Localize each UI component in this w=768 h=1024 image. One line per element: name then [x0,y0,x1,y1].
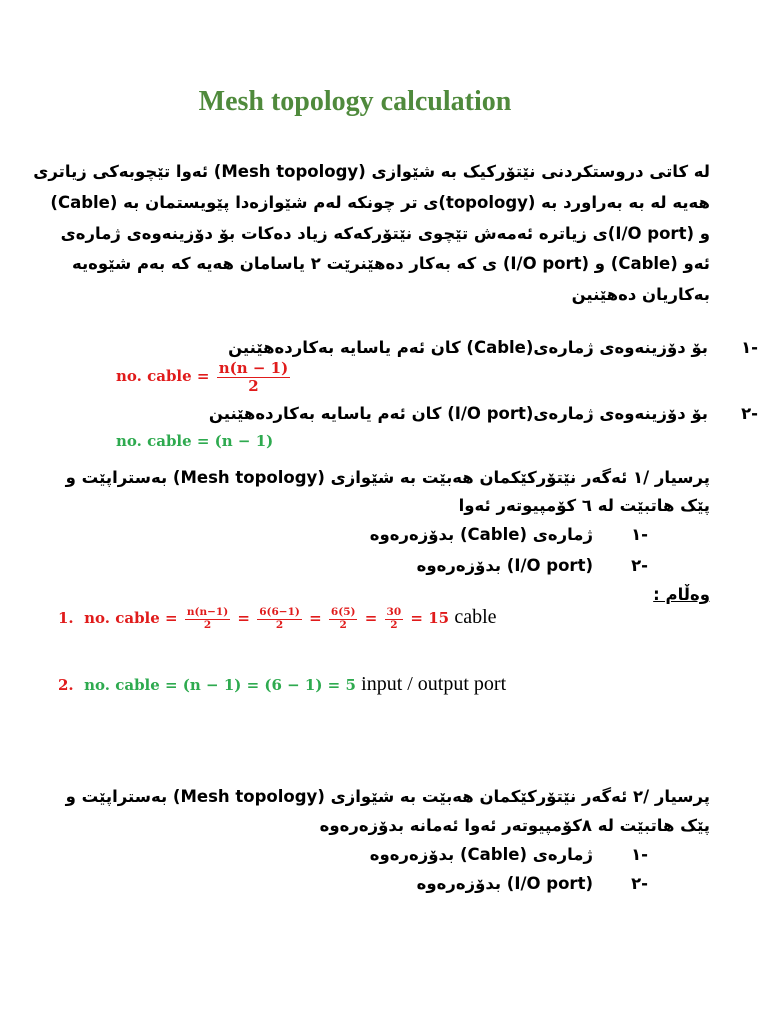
answer1-eq-4: = [364,609,378,627]
answer1-unit: cable [454,606,497,628]
answer1-equation [58,606,497,631]
q2-item2-number: -٢ [631,874,648,893]
answer1-frac-3-den: 2 [339,618,347,631]
answer1-frac-2 [257,607,302,631]
answer1-result: 15 [428,609,450,627]
q1-line-1: پرسیار /١ ئەگەر نێتۆرکێکمان هەبێت بە شێوازی (Mesh topology) بەستراپێت و [65,468,710,487]
q2-item1-text: ژمارەی (Cable) بدۆزەرەوە [369,845,593,864]
rule2-number: -٢ [741,404,758,423]
answer2-expr: no. cable = (n − 1) = (6 − 1) = 5 [84,676,356,694]
answer1-eq: = [165,609,178,627]
formula-cable [116,360,292,394]
q1-item1-number: -١ [631,525,648,544]
intro-line-4: ئەو (Cable) و (I/O port) ی کە بەکار دەهێنرێت ٢ یاسامان هەیە کە بەم شێوەیە [71,254,710,273]
formula-io-port: no. cable = (n − 1) [116,432,274,450]
answer1-frac-3-num: 6(5) [330,605,356,618]
q1-item2-number: -٢ [631,556,648,575]
answer2-equation [58,673,506,696]
answer1-label: 1. [58,609,74,627]
answer1-frac-1-den: 2 [203,618,212,631]
formula-cable-denominator: 2 [248,376,259,395]
answer1-lhs: no. cable [84,609,160,627]
rule2-text: بۆ دۆزینەوەی ژمارەی(I/O port) کان ئەم یاسایە بەکاردەهێنین [208,404,708,423]
answer1-frac-4 [385,607,404,631]
intro-line-5: بەکاریان دەهێنین [571,285,710,304]
intro-line-2: هەیە لە بە بەراورد بە (topology)ی تر چونکە لەم شێوازەدا پێویستمان بە (Cable) [50,193,710,212]
answer1-frac-2-den: 2 [275,618,284,631]
q1-item1-text: ژمارەی (Cable) بدۆزەرەوە [369,525,593,544]
answer1-eq-3: = [309,609,322,627]
formula-cable-numerator: n(n − 1) [218,359,289,377]
answer2-unit: input / output port [361,673,507,695]
formula-cable-fraction [217,360,290,394]
answer1-frac-4-den: 2 [390,618,398,631]
answer-heading: وەڵام : [653,585,710,604]
page-title: Mesh topology calculation [198,86,512,117]
q2-line-1: پرسیار /٢ ئەگەر نێتۆرکێکمان هەبێت بە شێوازی (Mesh topology) بەستراپێت و [65,787,710,806]
formula-cable-lhs: no. cable [116,367,192,385]
answer1-frac-3 [329,607,358,631]
answer1-eq-2: = [237,609,250,627]
answer1-frac-1-num: n(n−1) [186,605,229,618]
q2-item2-text: (I/O port) بدۆزەرەوە [416,874,593,893]
answer1-frac-1 [185,607,230,631]
rule1-number: -١ [741,338,758,357]
formula-cable-eq: = [196,367,210,385]
answer2-label: 2. [58,676,74,694]
answer1-eq-5: = [410,609,423,627]
intro-line-3: و (I/O port)ی زیاتره ئەمەش تێچوی نێتۆرکەکە زیاد دەکات بۆ دۆزینەوەی ژمارەی [60,224,710,243]
rule1-text: بۆ دۆزینەوەی ژمارەی(Cable) کان ئەم یاسایە بەکاردەهێنین [228,338,708,357]
intro-line-1: لە کاتی دروستکردنی نێتۆرکیک بە شێوازی (Mesh topology) ئەوا تێچوبەکی زیاتری [33,162,710,181]
q2-item1-number: -١ [631,845,648,864]
q2-line-2: پێک هاتبێت لە ٨کۆمپیوتەر ئەوا ئەمانە بدۆزەرەوە [319,816,710,835]
answer1-frac-4-num: 30 [386,605,402,618]
q1-line-2: پێک هاتبێت لە ٦ کۆمپیوتەر ئەوا [458,496,710,515]
answer1-frac-2-num: 6(6−1) [259,605,300,618]
q1-item2-text: (I/O port) بدۆزەرەوە [416,556,593,575]
